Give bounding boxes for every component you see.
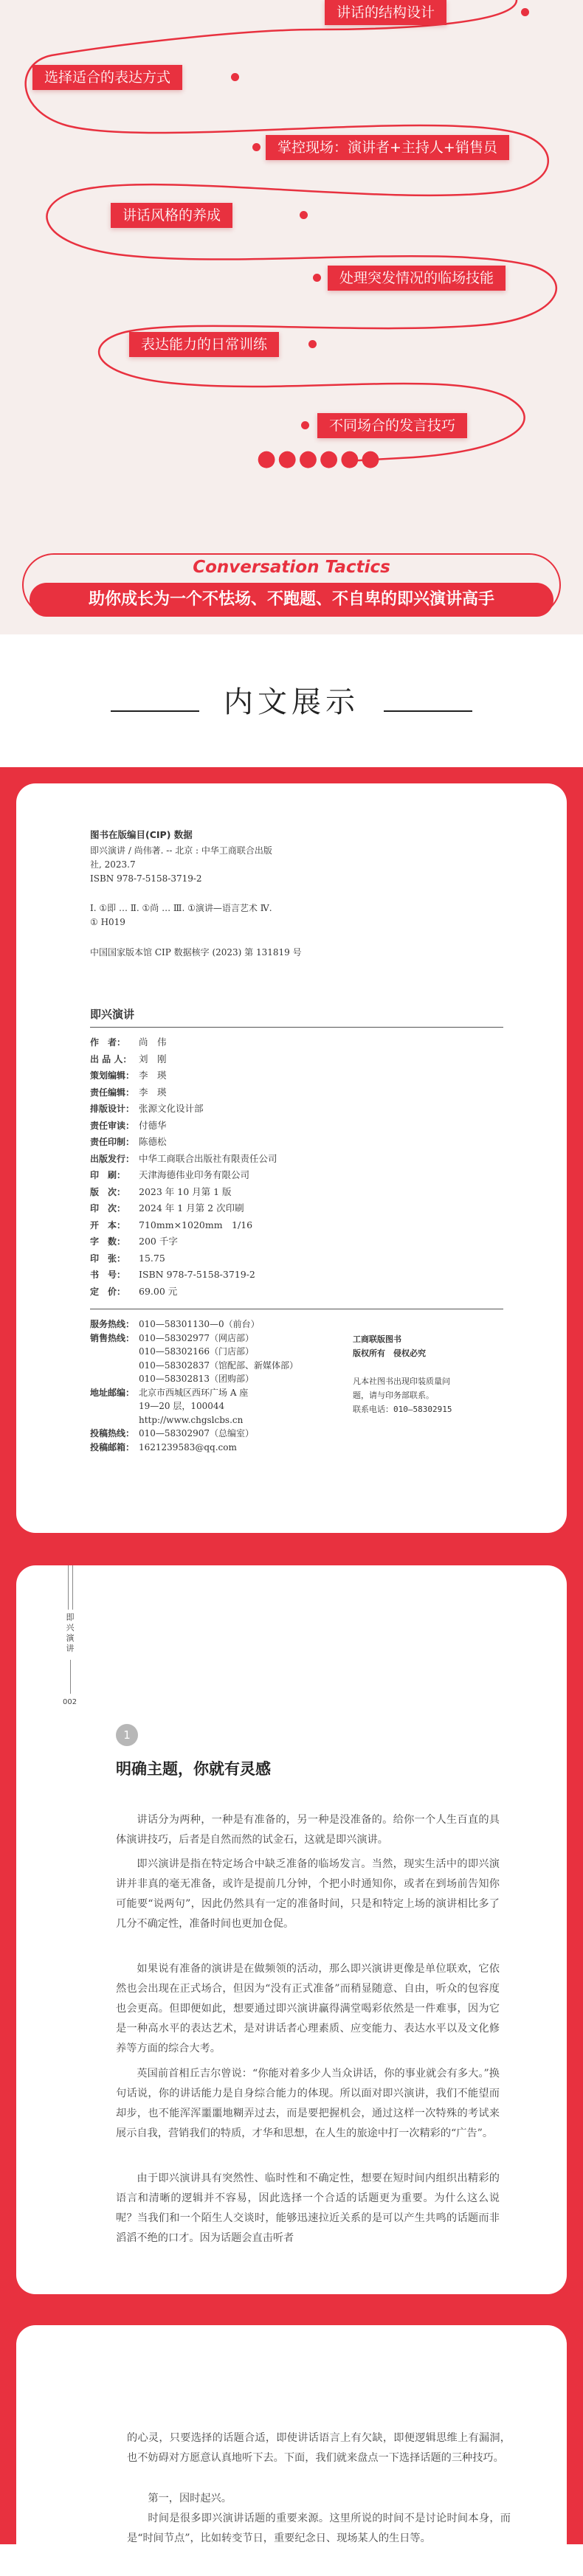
detail-key: 排版设计：: [90, 1104, 135, 1114]
rights-notice: [353, 1332, 452, 1416]
detail-row: [90, 1267, 277, 1284]
detail-row: [90, 1051, 277, 1068]
detail-value: 15.75: [139, 1252, 165, 1264]
service-row: [90, 1427, 298, 1441]
detail-row: [90, 1217, 277, 1234]
notice-line: 版权所有 侵权必究: [353, 1348, 426, 1358]
cip-number: 中国国家版本馆 CIP 数据核字 (2023) 第 131819 号: [90, 947, 302, 958]
cip-class-line: ① H019: [90, 917, 125, 927]
notice-line: 凡本社图书出现印装质量问: [353, 1377, 450, 1386]
notice-line: 联系电话：010—58302915: [353, 1405, 452, 1414]
detail-value: 付德华: [139, 1119, 167, 1131]
service-row: [90, 1318, 298, 1332]
detail-value: 天津海德伟业印务有限公司: [139, 1169, 250, 1180]
detail-row: [90, 1184, 277, 1201]
detail-key: 作 者：: [90, 1037, 126, 1048]
book-details: [90, 1034, 277, 1300]
service-key: [90, 1359, 139, 1373]
detail-key: 策划编辑：: [90, 1070, 135, 1081]
detail-key: 版 次：: [90, 1186, 126, 1197]
topics-banner: [0, 0, 583, 634]
notice-line: 工商联版图书: [353, 1334, 401, 1344]
service-key: 销售热线：: [90, 1332, 135, 1343]
detail-key: 书 号：: [90, 1270, 126, 1280]
detail-value: 李 瑛: [139, 1086, 167, 1098]
detail-value: 中华工商联合出版社有限责任公司: [139, 1152, 277, 1164]
paragraph: 时间是很多即兴演讲话题的重要来源。这里所说的时间不是讨论时间本身，而是“时间节点”，比如转变节日，重要纪念日、现场某人的生日等。: [127, 2513, 511, 2544]
text-page-1-frame: [0, 1549, 583, 2309]
service-key: 投稿热线：: [90, 1428, 135, 1438]
text-page-1: [16, 1565, 567, 2294]
detail-value: 陈德松: [139, 1136, 167, 1147]
notice-line: 题，请与印务部联系。: [353, 1391, 434, 1400]
side-rule: [70, 1660, 71, 1694]
detail-key: 开 本：: [90, 1219, 126, 1230]
topic-pill-control: 掌控现场：演讲者+主持人+销售员: [266, 135, 509, 160]
topic-dot: [521, 8, 529, 16]
detail-key: 责任印制：: [90, 1137, 135, 1147]
topic-pill-emergency: 处理突发情况的临场技能: [328, 266, 506, 291]
detail-value: 刘 刚: [139, 1053, 167, 1064]
service-key: [90, 1413, 139, 1427]
side-label: 即兴演讲: [66, 1613, 75, 1653]
service-value: 010—58302837（馆配部、新媒体部）: [139, 1360, 298, 1371]
service-row: [90, 1332, 298, 1346]
detail-row: [90, 1250, 277, 1267]
detail-row: [90, 1118, 277, 1135]
service-key: 地址邮编：: [90, 1387, 135, 1398]
topic-dot: [313, 274, 321, 282]
topic-pill-expression: 选择适合的表达方式: [32, 65, 182, 90]
service-row: [90, 1399, 298, 1413]
paragraph: 的心灵，只要选择的话题合适，即使讲话语言上有欠缺，即便逻辑思维上有漏洞，也不妨碍对方愿意认真地听下去。下面，我们就来盘点一下选择话题的三种技巧。: [127, 2432, 511, 2464]
detail-row: [90, 1084, 277, 1101]
cip-class-line: Ⅰ. ①即 … Ⅱ. ①尚 … Ⅲ. ①演讲—语言艺术 Ⅳ.: [90, 903, 272, 913]
detail-key: 定 价：: [90, 1286, 126, 1297]
detail-value: 李 瑛: [139, 1070, 167, 1081]
paragraph: 如果说有准备的演讲是在做频领的活动，那么即兴演讲更像是单位联欢，它依然也会出现在正式场合，但因为“没有正式准备”而稍显随意、自由，听众的包容度也会更高。但即便如此，想要通过即兴演讲赢得满堂喝彩依然是一件难事，因为它是一种高水平的表达艺术，是对讲话者心理素质、应变能力、表达水平以及文化修养等方面的综合大考。: [116, 1963, 500, 2054]
service-value: 010—58302907（总编室）: [139, 1428, 254, 1438]
paragraph: 即兴演讲是指在特定场合中缺乏准备的临场发言。当然，现实生活中的即兴演讲并非真的毫无准备，或许是提前几分钟，个把小时通知你，或者在到场前告知你可能要“说两句”，因此仍然具有一定的准备时间，只是和特定上场的演讲相比多了几分不确定性，准备时间也更加仓促。: [116, 1858, 500, 1930]
detail-row: [90, 1167, 277, 1184]
flow-curve: [0, 0, 583, 634]
copyright-page: [16, 783, 567, 1533]
service-key: [90, 1399, 139, 1413]
tagline-chinese: 助你成长为一个不怯场、不跑题、不自卑的即兴演讲高手: [30, 583, 553, 617]
topic-dot: [301, 421, 309, 429]
service-info: [90, 1318, 298, 1454]
service-value: 010—58301130—0（前台）: [139, 1319, 260, 1329]
more-dots: ●●●●●●: [257, 446, 382, 471]
service-row: [90, 1441, 298, 1455]
text-page-2-frame: [0, 2309, 583, 2544]
service-key: [90, 1372, 139, 1386]
detail-value: 尚 伟: [139, 1036, 167, 1048]
detail-value: 2024 年 1 月第 2 次印刷: [139, 1202, 244, 1213]
detail-key: 出 品 人：: [90, 1053, 132, 1064]
service-key: 投稿邮箱：: [90, 1441, 135, 1453]
divider-rule: [90, 1027, 503, 1028]
service-row: [90, 1359, 298, 1373]
detail-row: [90, 1101, 277, 1118]
detail-row: [90, 1034, 277, 1051]
service-value: 010—58302166（门店部）: [139, 1346, 254, 1357]
detail-row: [90, 1067, 277, 1084]
tagline-english: Conversation Tactics: [193, 558, 390, 577]
service-value: http://www.chgslcbs.cn: [139, 1414, 244, 1425]
cip-heading: 图书在版编目(CIP) 数据: [90, 829, 193, 840]
text-page-2: [16, 2325, 567, 2576]
cip-class-block: [90, 901, 272, 929]
chapter-number-badge: 1: [116, 1724, 138, 1746]
paragraph: 第一，因时起兴。: [148, 2493, 232, 2504]
section-title-line-right: [384, 710, 472, 712]
service-key: 服务热线：: [90, 1319, 135, 1329]
service-key: [90, 1345, 139, 1359]
service-row: [90, 1413, 298, 1427]
topic-dot: [308, 340, 317, 348]
service-row: [90, 1345, 298, 1359]
section-title: 内文展示: [224, 685, 359, 719]
detail-value: 69.00 元: [139, 1285, 178, 1297]
topic-pill-training: 表达能力的日常训练: [129, 332, 279, 357]
paragraph: 由于即兴演讲具有突然性、临时性和不确定性，想要在短时间内组织出精彩的语言和清晰的逻辑并不容易，因此选择一个合适的话题更为重要。为什么这么说呢？当我们和一个陌生人交谈时，能够迅速拉近关系的是可以产生共鸣的话题而非滔滔不绝的口才。因为话题会直击听者: [116, 2172, 500, 2244]
notice-line: [353, 1360, 452, 1374]
page-number: 002: [63, 1698, 77, 1706]
service-value: 010—58302813（团购部）: [139, 1374, 254, 1384]
service-value: 1621239583@qq.com: [139, 1441, 237, 1453]
detail-value: 200 千字: [139, 1236, 178, 1247]
chapter-title: 明确主题，你就有灵感: [116, 1760, 271, 1778]
detail-key: 印 刷：: [90, 1170, 126, 1180]
side-rule: [68, 1565, 69, 1610]
detail-key: 责任编辑：: [90, 1087, 135, 1098]
detail-row: [90, 1151, 277, 1168]
detail-value: 2023 年 10 月第 1 版: [139, 1185, 232, 1197]
topic-pill-structure: 讲话的结构设计: [325, 0, 446, 25]
topic-pill-style: 讲话风格的养成: [111, 203, 232, 228]
detail-key: 出版发行：: [90, 1153, 135, 1164]
cip-line: ISBN 978-7-5158-3719-2: [90, 873, 202, 884]
cip-block: [90, 844, 272, 886]
paragraph: 讲话分为两种，一种是有准备的，另一种是没准备的。给你一个人生百直的具体演讲技巧，后者是自然而然的试金石，这就是即兴演讲。: [116, 1814, 500, 1846]
detail-row: [90, 1284, 277, 1301]
detail-value: ISBN 978-7-5158-3719-2: [139, 1269, 255, 1280]
service-row: [90, 1386, 298, 1400]
side-rule: [72, 1565, 73, 1610]
detail-key: 责任审读：: [90, 1120, 135, 1131]
detail-key: 字 数：: [90, 1236, 126, 1247]
service-value: 19—20 层，100044: [139, 1401, 225, 1411]
topic-dot: [252, 143, 261, 151]
topic-pill-occasions: 不同场合的发言技巧: [317, 413, 467, 438]
cip-line: 社, 2023.7: [90, 859, 136, 870]
detail-key: 印 张：: [90, 1253, 126, 1264]
topic-dot: [231, 73, 239, 81]
service-value: 010—58302977（网店部）: [139, 1332, 254, 1343]
detail-key: 印 次：: [90, 1203, 126, 1213]
book-title: 即兴演讲: [90, 1008, 135, 1021]
detail-row: [90, 1233, 277, 1250]
topic-dot: [300, 211, 308, 219]
service-value: 北京市西城区西环广场 A 座: [139, 1387, 249, 1398]
service-row: [90, 1372, 298, 1386]
detail-row: [90, 1200, 277, 1217]
detail-row: [90, 1134, 277, 1151]
copyright-page-frame: [0, 767, 583, 1549]
detail-value: 张源文化设计部: [139, 1103, 204, 1114]
cip-line: 即兴演讲 / 尚伟著. -- 北京 : 中华工商联合出版: [90, 845, 272, 856]
paragraph: 英国前首相丘吉尔曾说：“你能对着多少人当众讲话，你的事业就会有多大。”换句话说，你的讲话能力是自身综合能力的体现。所以面对即兴演讲，我们不能望而却步，也不能浑浑噩噩地糊弄过去，而是要把握机会，通过这样一次特殊的考试来展示自我，营销我们的特质，才华和思想，在人生的旅途中打一次精彩的“广告”。: [116, 2068, 500, 2139]
detail-value: 710mm×1020mm 1/16: [139, 1219, 253, 1230]
